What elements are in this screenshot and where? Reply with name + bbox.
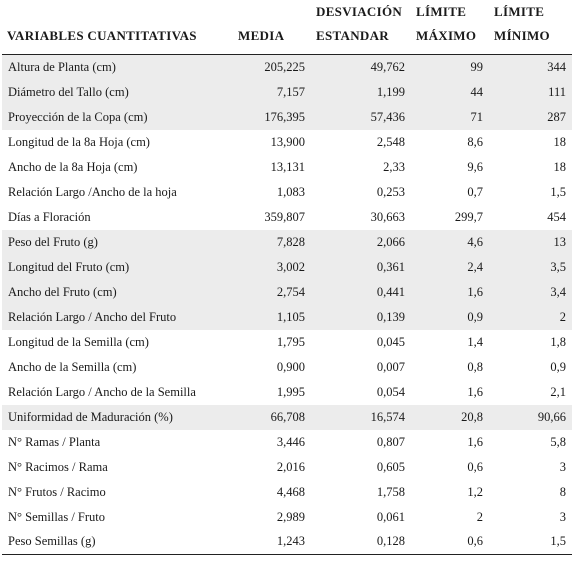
- table-row: [2, 105, 572, 130]
- header-variables: VARIABLES CUANTITATIVAS: [7, 28, 197, 43]
- cell-limite-minimo: 8: [559, 484, 566, 499]
- header-desviacion-estandar: DESVIACIÓN ESTANDAR: [316, 4, 403, 43]
- cell-variable: N° Frutos / Racimo: [8, 484, 106, 499]
- cell-media: 176,395: [238, 105, 311, 130]
- cell-limite-minimo: 454: [547, 209, 566, 224]
- cell-limite-minimo: 1,5: [550, 184, 566, 199]
- cell-limite-maximo: 4,6: [411, 230, 489, 255]
- cell-limite-minimo: 1,5: [550, 534, 566, 549]
- cell-limite-minimo: 2,1: [550, 384, 566, 399]
- cell-desviacion: 16,574: [311, 405, 411, 430]
- cell-media: 1,105: [238, 305, 311, 330]
- header-row: [2, 0, 572, 55]
- cell-limite-maximo: 20,8: [411, 405, 489, 430]
- cell-media: 1,995: [276, 384, 305, 399]
- cell-variable: Proyección de la Copa (cm): [2, 105, 238, 130]
- cell-media: 3,446: [276, 434, 305, 449]
- cell-media: 0,900: [276, 359, 305, 374]
- table-row: [2, 155, 572, 180]
- cell-desviacion: 1,758: [376, 484, 405, 499]
- cell-media: 2,754: [238, 280, 311, 305]
- table-header: [2, 0, 572, 55]
- table-row: [2, 180, 572, 205]
- cell-limite-maximo: 1,4: [467, 334, 483, 349]
- cell-variable: Ancho de la 8a Hoja (cm): [8, 159, 138, 174]
- table-row: [2, 280, 572, 305]
- cell-desviacion: 0,045: [376, 334, 405, 349]
- cell-limite-maximo: 2,4: [411, 255, 489, 280]
- cell-desviacion: 0,128: [376, 534, 405, 549]
- cell-limite-minimo: 18: [553, 134, 566, 149]
- header-limite-minimo: LÍMITE MÍNIMO: [494, 4, 550, 43]
- cell-limite-minimo: 3,4: [489, 280, 572, 305]
- cell-limite-maximo: 1,2: [467, 484, 483, 499]
- table-row: [2, 505, 572, 530]
- cell-variable: Peso del Fruto (g): [2, 230, 238, 255]
- cell-limite-maximo: 0,7: [467, 184, 483, 199]
- table-row: [2, 355, 572, 380]
- header-media: MEDIA: [238, 28, 285, 43]
- cell-variable: Relación Largo /Ancho de la hoja: [8, 184, 177, 199]
- cell-limite-maximo: 0,6: [467, 459, 483, 474]
- cell-limite-minimo: 13: [489, 230, 572, 255]
- cell-desviacion: 1,199: [311, 80, 411, 105]
- cell-limite-minimo: 3: [559, 509, 566, 524]
- cell-desviacion: 0,605: [376, 459, 405, 474]
- cell-variable: Ancho de la Semilla (cm): [8, 359, 137, 374]
- header-limite-maximo: LÍMITE MÁXIMO: [416, 4, 477, 43]
- cell-limite-maximo: 2: [476, 509, 483, 524]
- cell-limite-minimo: 287: [489, 105, 572, 130]
- cell-desviacion: 30,663: [370, 209, 405, 224]
- cell-desviacion: 0,061: [376, 509, 405, 524]
- table-row: [2, 230, 572, 255]
- cell-limite-maximo: 0,6: [467, 534, 483, 549]
- cell-desviacion: 57,436: [311, 105, 411, 130]
- cell-variable: Diámetro del Tallo (cm): [2, 80, 238, 105]
- cell-variable: Relación Largo / Ancho de la Semilla: [8, 384, 196, 399]
- cell-limite-maximo: 1,6: [411, 280, 489, 305]
- cell-media: 66,708: [238, 405, 311, 430]
- table-row: [2, 255, 572, 280]
- table-row: [2, 530, 572, 555]
- cell-limite-minimo: 0,9: [550, 359, 566, 374]
- cell-variable: Altura de Planta (cm): [2, 55, 238, 80]
- cell-limite-minimo: 90,66: [489, 405, 572, 430]
- cell-variable: Peso Semillas (g): [8, 534, 96, 549]
- table-row: [2, 305, 572, 330]
- cell-limite-maximo: 8,6: [467, 134, 483, 149]
- cell-limite-maximo: 299,7: [454, 209, 483, 224]
- cell-media: 13,900: [270, 134, 305, 149]
- cell-media: 4,468: [276, 484, 305, 499]
- cell-media: 2,016: [276, 459, 305, 474]
- table-row: [2, 55, 572, 80]
- cell-desviacion: 0,361: [311, 255, 411, 280]
- cell-limite-minimo: 2: [489, 305, 572, 330]
- cell-variable: Uniformidad de Maduración (%): [2, 405, 238, 430]
- cell-limite-minimo: 18: [553, 159, 566, 174]
- cell-variable: Días a Floración: [8, 209, 91, 224]
- cell-limite-maximo: 0,8: [467, 359, 483, 374]
- cell-limite-maximo: 0,9: [411, 305, 489, 330]
- table-row: [2, 430, 572, 455]
- cell-media: 7,828: [238, 230, 311, 255]
- quantitative-variables-table: [2, 0, 572, 555]
- cell-limite-maximo: 99: [411, 55, 489, 80]
- table-body: [2, 55, 572, 555]
- cell-media: 205,225: [238, 55, 311, 80]
- table-row: [2, 205, 572, 230]
- cell-desviacion: 0,807: [376, 434, 405, 449]
- cell-desviacion: 0,054: [376, 384, 405, 399]
- cell-variable: Relación Largo / Ancho del Fruto: [2, 305, 238, 330]
- cell-variable: N° Ramas / Planta: [8, 434, 101, 449]
- cell-media: 3,002: [238, 255, 311, 280]
- cell-media: 359,807: [264, 209, 305, 224]
- cell-desviacion: 49,762: [311, 55, 411, 80]
- cell-desviacion: 0,441: [311, 280, 411, 305]
- cell-desviacion: 0,139: [311, 305, 411, 330]
- table-row: [2, 130, 572, 155]
- cell-limite-maximo: 1,6: [467, 384, 483, 399]
- cell-limite-minimo: 3,5: [489, 255, 572, 280]
- cell-desviacion: 2,548: [376, 134, 405, 149]
- table-row: [2, 380, 572, 405]
- cell-limite-maximo: 1,6: [467, 434, 483, 449]
- cell-limite-minimo: 344: [489, 55, 572, 80]
- cell-media: 7,157: [238, 80, 311, 105]
- table-row: [2, 480, 572, 505]
- cell-limite-minimo: 111: [489, 80, 572, 105]
- cell-variable: N° Semillas / Fruto: [8, 509, 106, 524]
- cell-media: 1,795: [276, 334, 305, 349]
- cell-limite-maximo: 71: [411, 105, 489, 130]
- cell-variable: Longitud del Fruto (cm): [2, 255, 238, 280]
- table-row: [2, 330, 572, 355]
- cell-limite-maximo: 9,6: [467, 159, 483, 174]
- cell-limite-minimo: 5,8: [550, 434, 566, 449]
- cell-desviacion: 2,066: [311, 230, 411, 255]
- cell-desviacion: 0,253: [376, 184, 405, 199]
- cell-variable: N° Racimos / Rama: [8, 459, 108, 474]
- cell-variable: Longitud de la Semilla (cm): [8, 334, 149, 349]
- cell-limite-minimo: 1,8: [550, 334, 566, 349]
- cell-media: 13,131: [270, 159, 305, 174]
- table-row: [2, 405, 572, 430]
- cell-media: 1,243: [276, 534, 305, 549]
- cell-limite-maximo: 44: [411, 80, 489, 105]
- cell-variable: Ancho del Fruto (cm): [2, 280, 238, 305]
- cell-desviacion: 0,007: [376, 359, 405, 374]
- cell-media: 1,083: [276, 184, 305, 199]
- table-row: [2, 455, 572, 480]
- cell-variable: Longitud de la 8a Hoja (cm): [8, 134, 150, 149]
- cell-desviacion: 2,33: [383, 159, 405, 174]
- table-container: [2, 0, 572, 555]
- cell-media: 2,989: [276, 509, 305, 524]
- cell-limite-minimo: 3: [559, 459, 566, 474]
- table-row: [2, 80, 572, 105]
